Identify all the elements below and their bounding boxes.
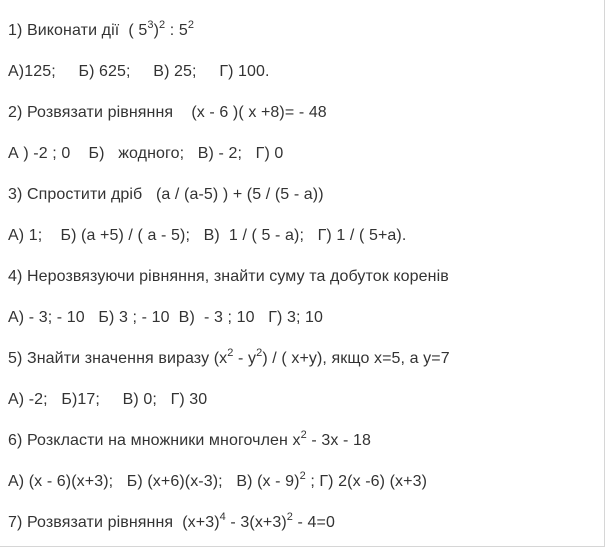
answers-6: А) (х - 6)(х+3); Б) (х+6)(х-3); В) (х - 9)$^2$ ; Г) 2(х -6) (х+3): [8, 470, 428, 490]
answers-4: А) - 3; - 10 Б) 3 ; - 10 В) - 3 ; 10 Г) 3; 10: [8, 309, 324, 326]
question-3: 3) Спростити дріб (а / (а-5) ) + (5 / (5 - а)): [8, 186, 324, 203]
question-2: 2) Розвязати рівняння (х - 6 )( х +8)= - 48: [8, 104, 327, 121]
answers-5: А) -2; Б)17; В) 0; Г) 30: [8, 391, 208, 408]
question-4: 4) Нерозвязуючи рівняння, знайти суму та добуток коренів: [8, 268, 449, 285]
answers-2: А ) -2 ; 0 Б) жодного; В) - 2; Г) 0: [8, 145, 284, 162]
question-5: 5) Знайти значення виразу $(х^2 - у^2)$ / ( х+у), якщо х=5, а у=7: [8, 347, 450, 367]
question-6: 6) Розкласти на множники многочлен $х^2 - 3х - 18$: [8, 429, 371, 449]
answers-1: А)125; Б) 625; В) 25; Г) 100.: [8, 63, 270, 80]
question-7: 7) Розвязати рівняння $(х+3)^4 - 3(х+3)^2 - 4=0$: [8, 511, 335, 531]
question-1: 1) Виконати дії ( $5^3)^2$ : $5^2$: [8, 19, 195, 39]
answers-3: А) 1; Б) (а +5) / ( а - 5); В) 1 / ( 5 - а); Г) 1 / ( 5+а).: [8, 227, 407, 244]
